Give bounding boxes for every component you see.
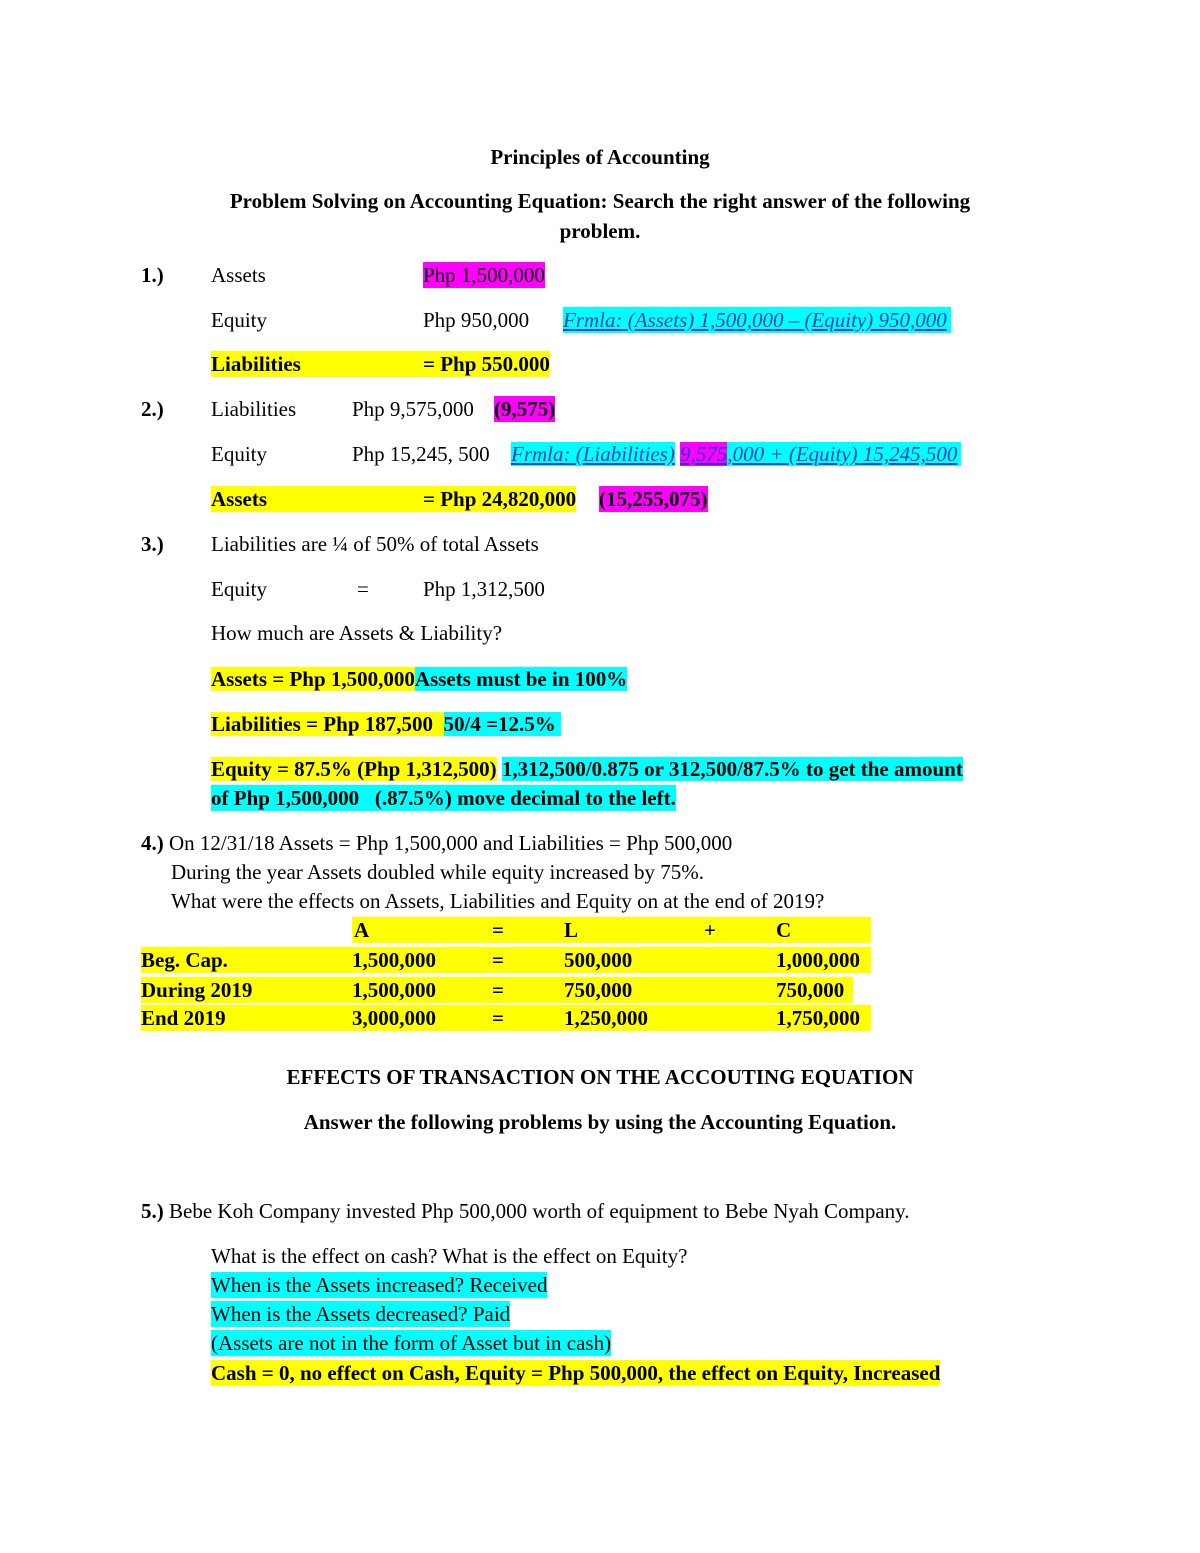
equity-label: Equity	[211, 308, 267, 332]
row-label: End 2019	[141, 1006, 226, 1030]
answer-equity-note: 1,312,500/0.875 or 312,500/87.5% to get the amount	[501, 757, 963, 781]
section-title: EFFECTS OF TRANSACTION ON THE ACCOUTING EQUATION	[286, 1065, 914, 1089]
question: How much are Assets & Liability?	[211, 621, 503, 645]
row-label: Beg. Cap.	[141, 948, 228, 972]
answer-liabilities-note: 50/4 =12.5%	[443, 712, 562, 736]
answer: Cash = 0, no effect on Cash, Equity = Php 500,000, the effect on Equity, Increased	[211, 1361, 941, 1385]
row-assets: 3,000,000	[352, 1006, 436, 1030]
question: What is the effect on cash? What is the effect on Equity?	[211, 1244, 688, 1268]
problem-number: 2.)	[141, 397, 164, 421]
answer-assets-note: Assets must be in 100%	[414, 667, 628, 691]
problem-statement: On 12/31/18 Assets = Php 1,500,000 and Liabilities = Php 500,000	[169, 831, 733, 855]
problem-number: 4.)	[141, 831, 164, 855]
row-assets: 1,500,000	[352, 978, 436, 1002]
row-capital: 1,750,000	[776, 1006, 860, 1030]
answer-liabilities	[211, 711, 561, 737]
equity-label: Equity	[211, 442, 267, 466]
row-equals: =	[492, 1006, 504, 1030]
problem-4-line2: During the year Assets doubled while equity increased by 75%.	[171, 860, 705, 884]
liabilities-label: Liabilities	[211, 397, 297, 421]
problem-number: 3.)	[141, 532, 164, 556]
row-equals: =	[492, 948, 504, 972]
header-equals: =	[492, 918, 504, 942]
table-row	[141, 947, 871, 973]
page-title: Principles of Accounting	[490, 145, 710, 169]
note-increase: When is the Assets increased? Received	[211, 1273, 548, 1297]
answer-equity-note-cont: of Php 1,500,000 (.87.5%) move decimal to the left.	[211, 786, 676, 810]
equals-sign: =	[357, 577, 369, 601]
row-liabilities: 500,000	[564, 948, 633, 972]
equity-value: Php 15,245, 500	[352, 442, 490, 466]
row-assets: 1,500,000	[352, 948, 436, 972]
formula-part-c: ,000 + (Equity) 15,245,500	[727, 442, 961, 466]
page-subtitle-line2: problem.	[559, 219, 641, 243]
row-capital: 750,000	[776, 978, 845, 1002]
row-liabilities: 750,000	[564, 978, 633, 1002]
problem-number: 1.)	[141, 263, 164, 287]
assets-value: Php 1,500,000	[423, 263, 545, 287]
equity-value: Php 1,312,500	[423, 577, 545, 601]
problem-statement: Liabilities are ¼ of 50% of total Assets	[211, 532, 539, 556]
answer-liabilities-value: Liabilities = Php 187,500	[211, 712, 444, 736]
liabilities-label: Liabilities	[211, 351, 423, 377]
problem-4-line3: What were the effects on Assets, Liabilities and Equity on at the end of 2019?	[171, 889, 825, 913]
row-equals: =	[492, 978, 504, 1002]
table-row	[141, 1005, 871, 1031]
equity-value: Php 950,000	[423, 308, 530, 332]
problem-statement: Bebe Koh Company invested Php 500,000 worth of equipment to Bebe Nyah Company.	[169, 1199, 910, 1223]
formula-note	[511, 441, 961, 467]
section-subtitle: Answer the following problems by using the Accounting Equation.	[303, 1110, 897, 1134]
equity-label: Equity	[211, 577, 267, 601]
problem-4-line1	[141, 830, 732, 856]
problem-number: 5.)	[141, 1199, 164, 1223]
note-decrease: When is the Assets decreased? Paid	[211, 1302, 511, 1326]
liabilities-note: (9,575)	[494, 397, 556, 421]
header-capital: C	[776, 918, 792, 942]
answer-equity-value: Equity = 87.5% (Php 1,312,500)	[211, 757, 497, 781]
table-header-row	[352, 917, 871, 943]
answer-equity	[211, 756, 963, 782]
liabilities-result: = Php 550.000	[423, 352, 550, 376]
problem-5-line1	[141, 1198, 910, 1224]
formula-part-a: Frmla: (Liabilities)	[511, 442, 675, 466]
row-capital: 1,000,000	[776, 948, 860, 972]
assets-label: Assets	[211, 486, 423, 512]
liabilities-value: Php 9,575,000	[352, 397, 474, 421]
assets-note: (15,255,075)	[599, 487, 708, 511]
page-subtitle-line1: Problem Solving on Accounting Equation: Search the right answer of the following	[229, 189, 971, 213]
note-cash: (Assets are not in the form of Asset but in cash)	[211, 1331, 612, 1355]
row-liabilities: 1,250,000	[564, 1006, 648, 1030]
formula-note: Frmla: (Assets) 1,500,000 – (Equity) 950,000	[563, 307, 951, 333]
header-liabilities: L	[564, 918, 579, 942]
answer-assets-value: Assets = Php 1,500,000	[211, 667, 415, 691]
header-assets: A	[354, 918, 370, 942]
header-plus: +	[704, 918, 716, 942]
formula-part-b: 9,575	[680, 442, 728, 466]
assets-label: Assets	[211, 263, 266, 287]
answer-assets	[211, 666, 627, 692]
row-label: During 2019	[141, 978, 253, 1002]
assets-result: = Php 24,820,000	[423, 487, 577, 511]
